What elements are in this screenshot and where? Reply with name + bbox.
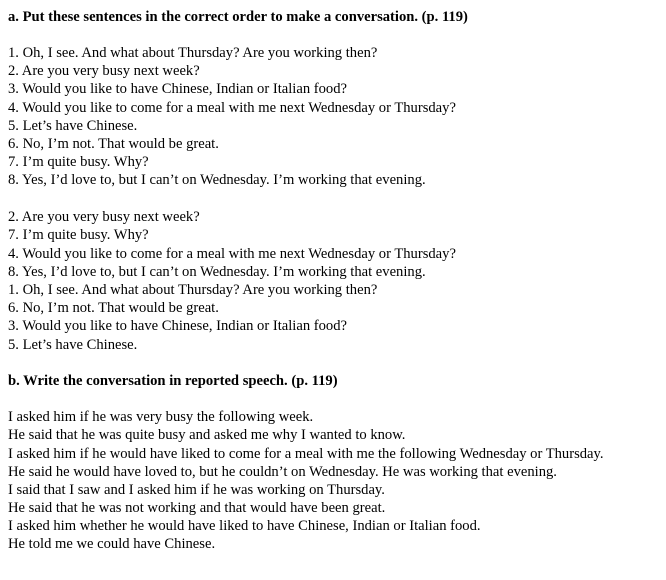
ordered-line: 2. Are you very busy next week? <box>8 209 200 226</box>
reported-line: I asked him whether he would have liked to have Chinese, Indian or Italian food. <box>8 518 481 535</box>
section-b-heading: b. Write the conversation in reported speech. (p. 119) <box>8 373 338 390</box>
spacer <box>8 190 658 209</box>
reported-line: I said that I saw and I asked him if he was working on Thursday. <box>8 481 385 498</box>
sentence-line: 4. Would you like to come for a meal with me next Wednesday or Thursday? <box>8 99 456 116</box>
sentence-line: 8. Yes, I’d love to, but I can’t on Wednesday. I’m working that evening. <box>8 172 426 189</box>
reported-speech-list <box>8 408 658 553</box>
sentence-line: 6. No, I’m not. That would be great. <box>8 136 219 153</box>
spacer <box>8 390 658 408</box>
reported-line: He told me we could have Chinese. <box>8 536 216 553</box>
ordered-line: 5. Let’s have Chinese. <box>8 336 138 353</box>
reported-line: He said he would have loved to, but he couldn’t on Wednesday. He was working that evening. <box>8 463 557 480</box>
ordered-line: 3. Would you like to have Chinese, Indian or Italian food? <box>8 318 347 335</box>
original-sentence-list <box>8 44 658 190</box>
ordered-line: 1. Oh, I see. And what about Thursday? Are you working then? <box>8 281 378 298</box>
ordered-line: 4. Would you like to come for a meal with me next Wednesday or Thursday? <box>8 245 456 262</box>
spacer <box>8 354 658 373</box>
ordered-line: 7. I’m quite busy. Why? <box>8 227 149 244</box>
sentence-line: 5. Let’s have Chinese. <box>8 117 138 134</box>
ordered-line: 8. Yes, I’d love to, but I can’t on Wednesday. I’m working that evening. <box>8 263 426 280</box>
spacer <box>8 26 658 44</box>
reported-line: He said that he was quite busy and asked me why I wanted to know. <box>8 427 406 444</box>
sentence-line: 2. Are you very busy next week? <box>8 63 200 80</box>
ordered-line: 6. No, I’m not. That would be great. <box>8 300 219 317</box>
ordered-sentence-list <box>8 208 658 354</box>
sentence-line: 3. Would you like to have Chinese, Indian or Italian food? <box>8 81 347 98</box>
section-a-heading: a. Put these sentences in the correct order to make a conversation. (p. 119) <box>8 9 468 25</box>
reported-line: I asked him if he would have liked to come for a meal with me the following Wednesday or Thursday. <box>8 445 604 462</box>
reported-line: He said that he was not working and that would have been great. <box>8 500 386 517</box>
reported-line: I asked him if he was very busy the following week. <box>8 409 314 426</box>
sentence-line: 1. Oh, I see. And what about Thursday? Are you working then? <box>8 45 378 61</box>
sentence-line: 7. I’m quite busy. Why? <box>8 154 149 171</box>
